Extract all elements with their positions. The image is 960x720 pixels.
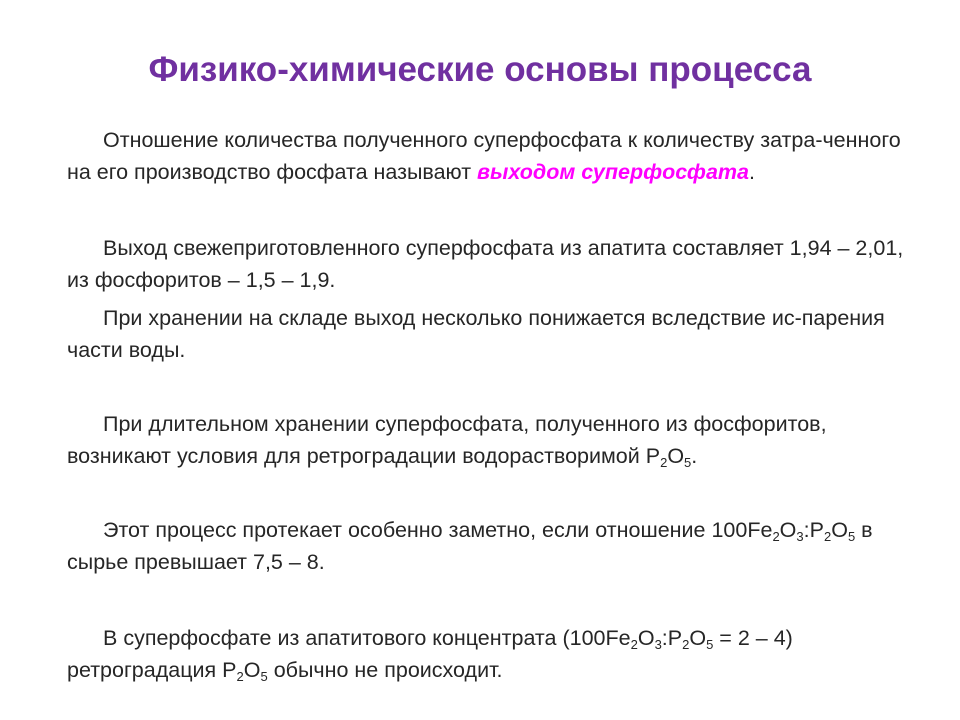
subscript: 5: [706, 637, 714, 652]
paragraph-text: O: [667, 444, 685, 468]
paragraph-text: обычно не происходит.: [267, 658, 503, 682]
paragraph-text: O: [831, 518, 848, 542]
subscript: 3: [796, 529, 804, 544]
paragraph-text: O: [779, 518, 797, 542]
subscript: 5: [684, 455, 692, 470]
subscript: 2: [660, 455, 668, 470]
subscript: 2: [823, 529, 832, 544]
subscript: 2: [772, 529, 780, 544]
paragraph-apatite-concentrate: [67, 622, 917, 686]
paragraph-text: В суперфосфате из апатитового концентрата (100Fe: [103, 626, 631, 650]
paragraph-text: При длительном хранении суперфосфата, полученного из фосфоритов, возникают условия для ретроградации водорастворимой P: [67, 412, 827, 468]
paragraph-text: .: [691, 444, 698, 468]
paragraph-text: = 2 – 4) ретроградация P: [67, 626, 793, 682]
paragraph-storage: При хранении на складе выход несколько понижается вследствие ис-парения части воды.: [67, 306, 885, 362]
paragraph-text: в сырье превышает 7,5 – 8.: [67, 518, 873, 574]
paragraph-ratio-condition: [67, 514, 917, 578]
subscript: 3: [654, 637, 662, 652]
paragraph-text: :P: [661, 626, 683, 650]
paragraph-yield-definition: [67, 124, 917, 188]
slide-title: Физико-химические основы процесса: [148, 50, 812, 89]
paragraph-text: Этот процесс протекает особенно заметно, если отношение 100Fe: [103, 518, 773, 542]
paragraph-fresh-yield: Выход свежеприготовленного суперфосфата из апатита составляет 1,94 – 2,01, из фосфоритов – 1,5 – 1,9.: [67, 236, 904, 292]
paragraph-text: O: [689, 626, 707, 650]
paragraph-text: :P: [803, 518, 824, 542]
subscript: 5: [260, 669, 268, 684]
subscript: 5: [847, 529, 856, 544]
paragraph-end: .: [748, 160, 755, 184]
paragraph-text: O: [637, 626, 655, 650]
paragraph-long-storage: [67, 408, 917, 472]
paragraph-text: O: [243, 658, 261, 682]
subscript: 2: [630, 637, 638, 652]
highlighted-term: выходом суперфосфата: [477, 160, 749, 184]
subscript: 2: [236, 669, 244, 684]
paragraph-text: Отношение количества полученного суперфосфата к количеству затра-ченного на его производство фосфата называют: [67, 128, 901, 184]
subscript: 2: [682, 637, 690, 652]
